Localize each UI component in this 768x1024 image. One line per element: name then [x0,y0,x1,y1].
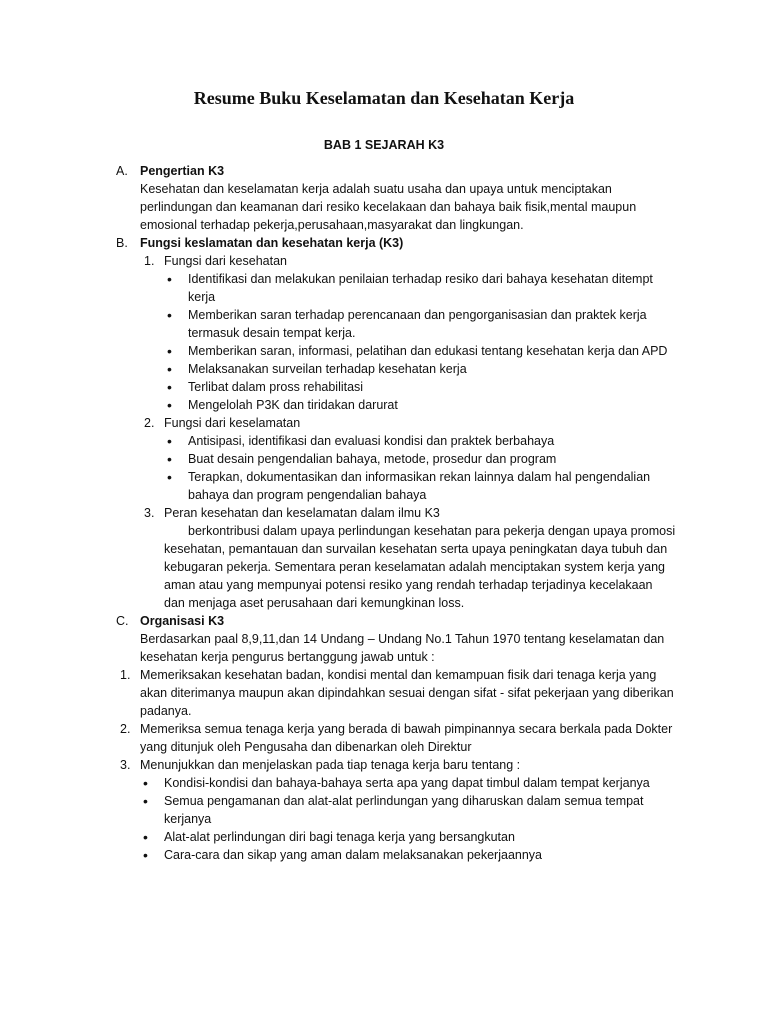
section-b-item-3-marker: 3. [144,506,155,520]
bullet-item [164,306,676,342]
bullet-icon: • [143,775,148,791]
section-c-item-3-text: Menunjukkan dan menjelaskan pada tiap tenaga kerja baru tentang : [140,758,521,772]
section-c [116,612,676,864]
bullet-item [140,792,676,828]
section-c-item-2-text: Memeriksa semua tenaga kerja yang berada di bawah pimpinannya secara berkala pada Dokter yang ditunjuk oleh Pengusaha dan dibenarkan oleh Direktur [140,722,673,754]
bullet-icon: • [167,433,172,449]
bullet-icon: • [167,469,172,485]
bullet-item [164,360,676,378]
bullet-text: Antisipasi, identifikasi dan evaluasi kondisi dan praktek berbahaya [188,434,555,448]
section-b-marker: B. [116,236,128,250]
bullet-text: Semua pengamanan dan alat-alat perlindungan yang diharuskan dalam semua tempat kerjanya [164,794,644,826]
bullet-item [140,846,676,864]
document-title: Resume Buku Keselamatan dan Kesehatan Kerja [193,88,575,108]
bullet-icon: • [143,847,148,863]
section-b-heading: Fungsi keslamatan dan kesehatan kerja (K3) [140,236,404,250]
bullet-icon: • [167,451,172,467]
bullet-item [164,468,676,504]
section-b-item-2-marker: 2. [144,416,155,430]
bullet-text: Alat-alat perlindungan diri bagi tenaga kerja yang bersangkutan [164,830,515,844]
bullet-icon: • [143,793,148,809]
chapter-heading: BAB 1 SEJARAH K3 [323,138,445,152]
document-body [116,162,676,864]
section-b [116,234,676,612]
bullet-icon: • [143,829,148,845]
section-b-item-1-title: Fungsi dari kesehatan [164,254,287,268]
bullet-item [164,270,676,306]
bullet-item [164,378,676,396]
bullet-item [164,342,676,360]
section-b-item-3 [140,504,676,612]
bullet-text: Memberikan saran, informasi, pelatihan dan edukasi tentang kesehatan kerja dan APD [188,344,668,358]
bullet-icon: • [167,343,172,359]
bullet-text: Identifikasi dan melakukan penilaian terhadap resiko dari bahaya kesehatan ditempt kerja [188,272,653,304]
bullet-text: Buat desain pengendalian bahaya, metode, prosedur dan program [188,452,557,466]
section-c-item-3 [116,756,676,864]
bullet-icon: • [167,361,172,377]
bullet-text: Cara-cara dan sikap yang aman dalam melaksanakan pekerjaannya [164,848,542,862]
section-c-item-1-text: Memeriksakan kesehatan badan, kondisi mental dan kemampuan fisik dari tenaga kerja yang akan diterimanya maupun akan dipindahkan sesuai dengan sifat - sifat pekerjaan yang diberikan padanya. [140,668,674,718]
bullet-item [164,432,676,450]
bullet-item [164,396,676,414]
section-b-item-1-marker: 1. [144,254,155,268]
bullet-icon: • [167,379,172,395]
bullet-text: Terapkan, dokumentasikan dan informasikan rekan lainnya dalam hal pengendalian bahaya dan program pengendalian bahaya [188,470,651,502]
section-a-text: Kesehatan dan keselamatan kerja adalah suatu usaha dan upaya untuk menciptakan perlindungan dan keamanan dari resiko kecelakaan dan bahaya baik fisik,mental maupun emosional terhadap pekerja,perusahaan,masyarakat dan lingkungan. [140,182,637,232]
bullet-text: Mengelolah P3K dan tiridakan darurat [188,398,398,412]
bullet-icon: • [167,397,172,413]
bullet-text: Terlibat dalam pross rehabilitasi [188,380,364,394]
section-c-item-1-marker: 1. [120,668,131,682]
section-a-marker: A. [116,164,128,178]
section-a-heading: Pengertian K3 [140,164,225,178]
bullet-text: Memberikan saran terhadap perencanaan dan pengorganisasian dan praktek kerja termasuk desain tempat kerja. [188,308,647,340]
section-c-item-2 [116,720,676,756]
bullet-text: Melaksanakan surveilan terhadap kesehatan kerja [188,362,467,376]
bullet-text: Kondisi-kondisi dan bahaya-bahaya serta apa yang dapat timbul dalam tempat kerjanya [164,776,650,790]
bullet-item [140,774,676,792]
section-c-item-1 [116,666,676,720]
section-b-item-3-text: berkontribusi dalam upaya perlindungan kesehatan para pekerja dengan upaya promosi kesehatan, pemantauan dan survailan kesehatan serta upaya peningkatan daya tubuh dan kebugaran pekerja. Sementara peran keselamatan adalah menciptakan system kerja yang aman atau yang mempunyai potensi resiko yang rendah terhadap terjadinya kecelakaan dan menjaga aset perusahaan dari kemungkinan loss. [164,524,676,610]
section-c-item-3-marker: 3. [120,758,131,772]
section-c-intro: Berdasarkan paal 8,9,11,dan 14 Undang – Undang No.1 Tahun 1970 tentang keselamatan dan kesehatan kerja pengurus bertanggung jawab untuk : [140,632,665,664]
section-b-item-3-title: Peran kesehatan dan keselamatan dalam ilmu K3 [164,506,440,520]
section-c-marker: C. [116,614,129,628]
bullet-item [140,828,676,846]
bullet-item [164,450,676,468]
section-b-item-2 [140,414,676,504]
bullet-icon: • [167,271,172,287]
section-a [116,162,676,234]
bullet-icon: • [167,307,172,323]
section-b-item-2-title: Fungsi dari keselamatan [164,416,301,430]
section-c-heading: Organisasi K3 [140,614,225,628]
section-b-item-1 [140,252,676,414]
section-c-item-2-marker: 2. [120,722,131,736]
